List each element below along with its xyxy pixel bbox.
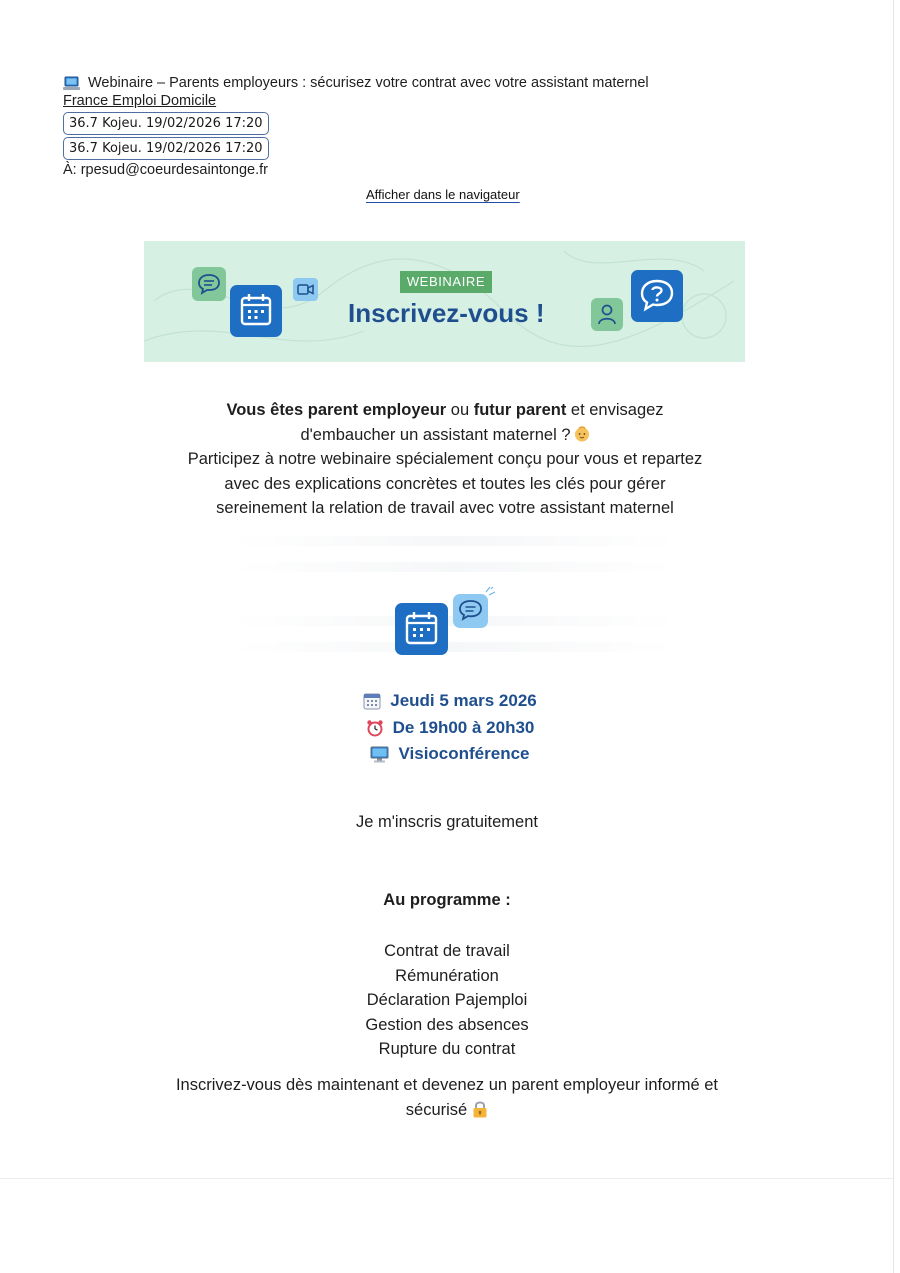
event-info: [300, 688, 600, 768]
intro-emphasis: futur parent: [473, 401, 567, 419]
alarm-clock-icon: [366, 719, 384, 737]
event-mode-row: [300, 741, 600, 768]
intro-paragraph: [120, 398, 770, 521]
scan-ghost: [230, 536, 680, 546]
email-subject: Webinaire – Parents employeurs : sécurisez votre contrat avec votre assistant maternel: [88, 75, 649, 91]
event-time-row: [300, 715, 600, 742]
received-stamp: 36.7 Kojeu. 19/02/2026 17:20: [63, 112, 269, 135]
program-item: Rémunération: [395, 966, 499, 985]
lock-icon: [472, 1100, 488, 1118]
intro-text: ou: [446, 401, 474, 419]
computer-icon: [370, 746, 389, 763]
scan-edge: [893, 0, 894, 1273]
received-stamp: 36.7 Kojeu. 19/02/2026 17:20: [63, 137, 269, 160]
event-mode: Visioconférence: [398, 744, 530, 764]
calendar-icon: [395, 603, 448, 655]
baby-emoji: [574, 426, 590, 442]
calendar-icon: [230, 285, 282, 337]
program-item: Rupture du contrat: [378, 1040, 516, 1058]
intro-text: d'embaucher un assistant maternel ?: [300, 425, 571, 444]
event-time: De 19h00 à 20h30: [392, 717, 535, 737]
webinar-banner[interactable]: [144, 241, 745, 362]
program-item: Contrat de travail: [384, 942, 510, 960]
intro-emphasis: Vous êtes parent employeur: [226, 401, 447, 419]
question-chat-icon: [631, 270, 683, 322]
program-item: Gestion des absences: [365, 1015, 529, 1034]
calendar-icon: [363, 692, 381, 710]
intro-text: Participez à notre webinaire spécialement conçu pour vous et repartez: [187, 450, 703, 468]
view-in-browser-link[interactable]: Afficher dans le navigateur: [366, 187, 520, 202]
email-sender[interactable]: France Emploi Domicile: [63, 93, 217, 109]
chat-icon: [192, 267, 226, 301]
event-date-row: [300, 688, 600, 715]
laptop-icon: [63, 76, 80, 91]
intro-text: sereinement la relation de travail avec votre assistant maternel: [216, 499, 674, 517]
chat-icon: [453, 594, 488, 628]
intro-text: et envisagez: [566, 401, 664, 419]
email-recipient: À: rpesud@coeurdesaintonge.fr: [63, 162, 268, 178]
banner-title: Inscrivez-vous !: [348, 298, 545, 328]
program-item: Déclaration Pajemploi: [366, 991, 528, 1009]
video-icon: [293, 278, 318, 301]
program-list: [300, 939, 594, 1062]
page-divider: [0, 1178, 893, 1179]
event-date: Jeudi 5 mars 2026: [390, 691, 537, 711]
closing-text: sécurisé: [405, 1101, 468, 1119]
calendar-chat-illustration: [392, 586, 502, 658]
webinar-badge: WEBINAIRE: [400, 271, 492, 293]
program-title: Au programme :: [383, 891, 511, 909]
register-cta[interactable]: Je m'inscris gratuitement: [356, 813, 538, 831]
closing-paragraph: [130, 1073, 764, 1123]
intro-text: avec des explications concrètes et toutes les clés pour gérer: [224, 474, 666, 493]
sparkle-lines: [486, 587, 495, 595]
email-header: [63, 74, 649, 179]
closing-text: Inscrivez-vous dès maintenant et devenez un parent employeur informé et: [175, 1076, 719, 1094]
subject-line: [63, 74, 649, 92]
person-icon: [591, 298, 623, 331]
scan-ghost: [230, 562, 680, 572]
